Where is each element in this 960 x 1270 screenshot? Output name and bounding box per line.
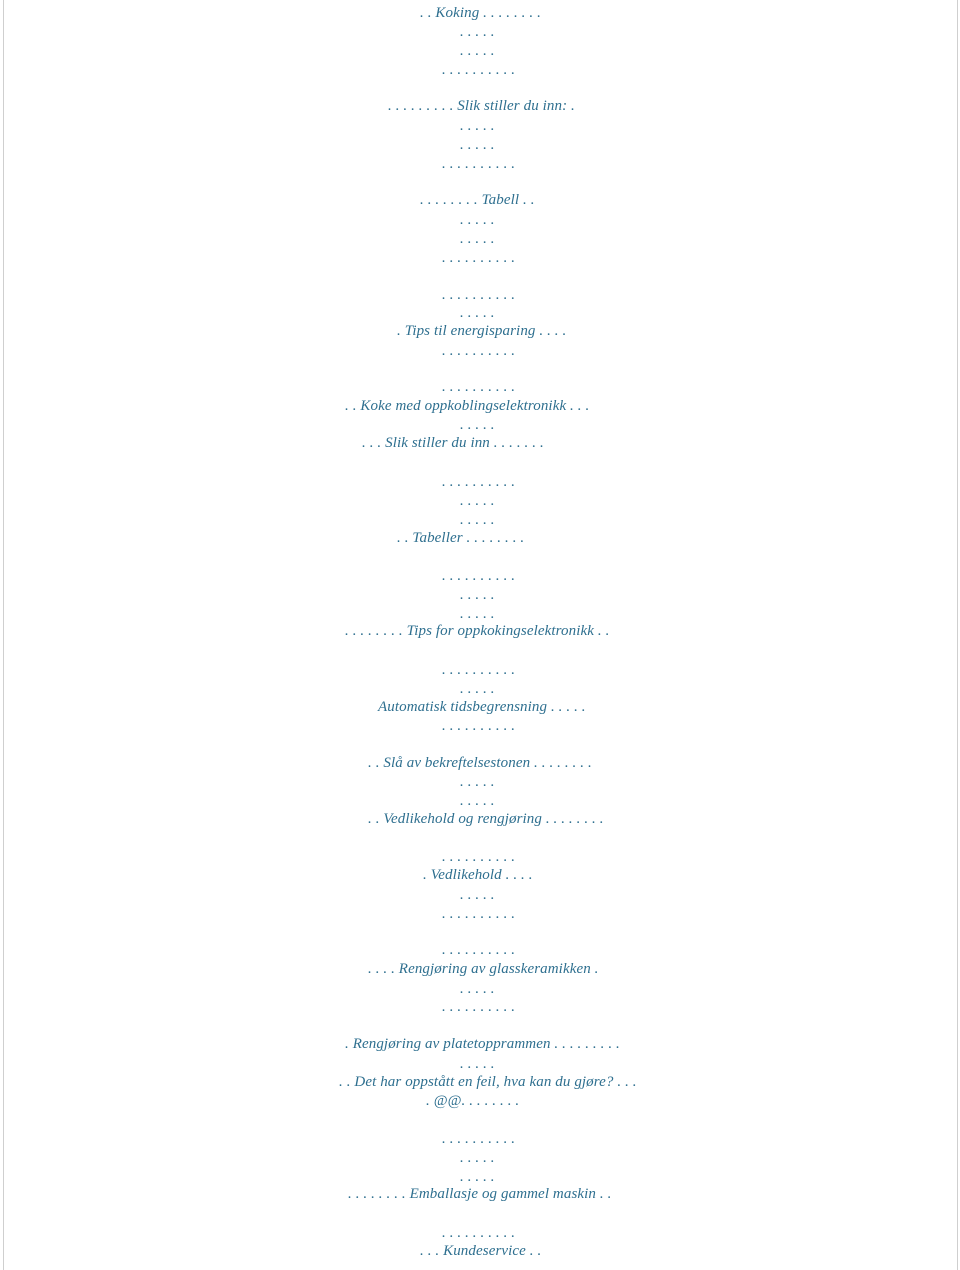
toc-line: . . . . . . . . . . (442, 474, 516, 490)
toc-line: . . . . . . . . . . (442, 343, 516, 359)
toc-line: . . . . . . . . Tips for oppkokingselektronikk . . (345, 623, 610, 639)
toc-line: . @@. . . . . . . . (426, 1093, 520, 1109)
toc-line: . . . . . (460, 43, 495, 59)
toc-line: . . . . . . . . . Slik stiller du inn: . (388, 98, 575, 114)
toc-line: . . Koking . . . . . . . . (420, 5, 541, 21)
toc-line: . . . . . (460, 1169, 495, 1185)
toc-line: . . . . . (460, 231, 495, 247)
toc-line: . . Det har oppstått en feil, hva kan du gjøre? . . . (339, 1074, 637, 1090)
toc-line: . . . . . (460, 793, 495, 809)
toc-line: . . . . . . . . . . (442, 1225, 516, 1241)
toc-line: . . Tabeller . . . . . . . . (397, 530, 525, 546)
toc-line: . . . . . . . . . . (442, 942, 516, 958)
toc-line: . . . . . . . . . . (442, 662, 516, 678)
toc-line: . . . Kundeservice . . (420, 1243, 542, 1259)
toc-line: . . . . . (460, 981, 495, 997)
toc-line: . . . . . (460, 1056, 495, 1072)
toc-line: . . . . . . . . . . (442, 379, 516, 395)
page-left-border (3, 0, 4, 1270)
toc-line: . . . . . (460, 137, 495, 153)
toc-line: . . . . . (460, 512, 495, 528)
toc-line: . . . . . (460, 1150, 495, 1166)
toc-line: . . Vedlikehold og rengjøring . . . . . . . . (368, 811, 604, 827)
toc-line: . . . . . (460, 606, 495, 622)
toc-line: . . Slå av bekreftelsestonen . . . . . . . . (368, 755, 592, 771)
toc-line: . Tips til energisparing . . . . (397, 323, 567, 339)
toc-line: Automatisk tidsbegrensning . . . . . (378, 699, 586, 715)
toc-line: . . . . . (460, 118, 495, 134)
toc-line: . . . . . . . . . . (442, 568, 516, 584)
toc-line: . . . . . (460, 493, 495, 509)
toc-line: . . . . . . . . . . (442, 156, 516, 172)
toc-line: . . . . . . . . . . (442, 1131, 516, 1147)
toc-line: . . . . . . . . . . (442, 999, 516, 1015)
toc-line: . . . . . . . . . . (442, 849, 516, 865)
toc-line: . . . . . . . . . . (442, 250, 516, 266)
toc-line: . . Koke med oppkoblingselektronikk . . . (345, 398, 590, 414)
toc-line: . . . . . (460, 24, 495, 40)
toc-line: . . . . . . . . . . (442, 906, 516, 922)
toc-line: . . . . Rengjøring av glasskeramikken . (368, 961, 599, 977)
toc-line: . . . . . . . . Emballasje og gammel maskin . . (348, 1186, 612, 1202)
page-right-border (957, 0, 958, 1270)
toc-line: . . . . . (460, 305, 495, 321)
toc-line: . . . . . (460, 417, 495, 433)
toc-line: . . . . . (460, 887, 495, 903)
toc-line: . . . . . . . . . . (442, 287, 516, 303)
toc-line: . . . Slik stiller du inn . . . . . . . (362, 435, 544, 451)
toc-line: . . . . . (460, 587, 495, 603)
toc-line: . . . . . . . . . . (442, 62, 516, 78)
toc-line: . Vedlikehold . . . . (423, 867, 533, 883)
toc-line: . . . . . . . . Tabell . . (420, 192, 535, 208)
toc-line: . Rengjøring av platetopprammen . . . . . . . . . (345, 1036, 620, 1052)
toc-line: . . . . . (460, 774, 495, 790)
toc-line: . . . . . . . . . . (442, 718, 516, 734)
toc-line: . . . . . (460, 212, 495, 228)
toc-line: . . . . . (460, 681, 495, 697)
